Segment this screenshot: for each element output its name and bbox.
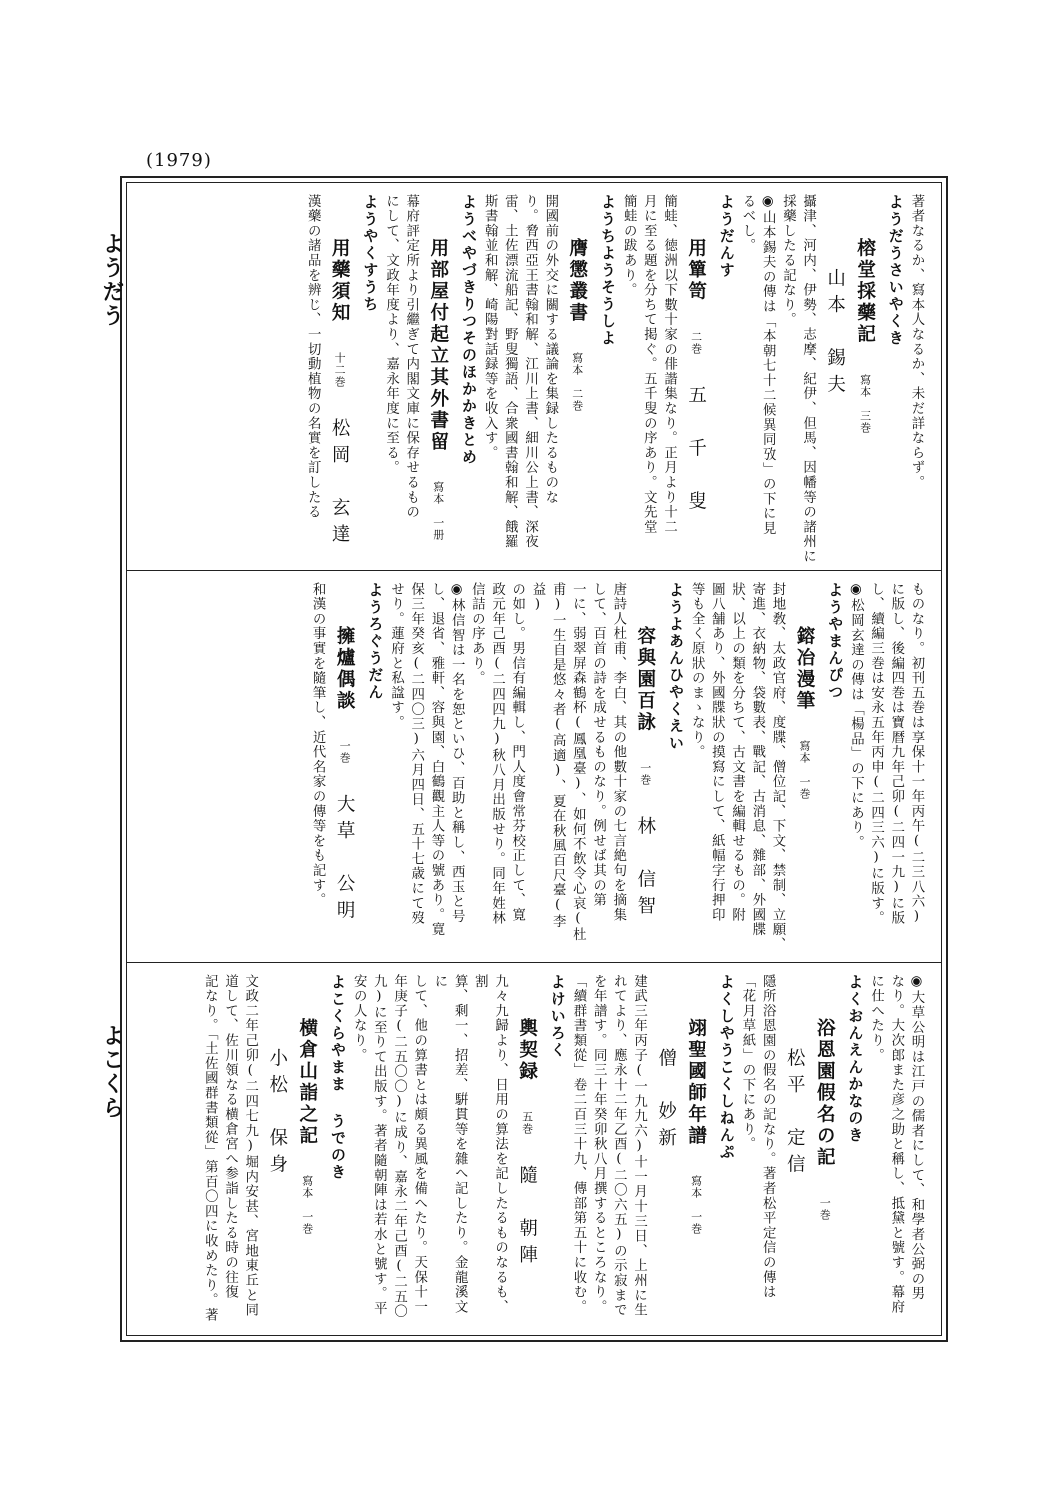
entry-title-line	[779, 974, 839, 1328]
entry-text-line: 簡蛙の跋あり。	[621, 194, 637, 298]
entry-text-line: 甫)一生自是悠々者(高適)、夏在秋風百尺臺(李益)	[529, 582, 566, 929]
entry-text-line: ◉松岡玄達の傳は「楊品」の下にあり。	[848, 582, 864, 850]
entry-text-line: 斯書翰並和解、崎陽對話録等を收入す。	[482, 194, 498, 461]
entry-text-line: 雷、土佐漂流船記、野叟獨語、合衆國書翰和解、餓羅	[502, 194, 518, 550]
entry-text-line: 年庚子(二五〇〇)に成り、嘉永二年己酉(二五〇	[391, 974, 407, 1320]
entry-reading: ようやまんぴつ	[826, 582, 845, 701]
entry	[865, 974, 926, 1328]
entry-text-line: 保三年癸亥(二四〇三)六月四日、五十七歳にて歿	[408, 582, 424, 926]
entry-author: 隨 朝陣	[516, 1164, 538, 1271]
entry-reading: ようだんす	[717, 194, 736, 279]
entry-text-line: 九々九歸より、日用の算法を記したるものなるも、割	[472, 974, 508, 1315]
entry	[302, 194, 380, 564]
entry-text-line: 著者なるか、寫本人なるか、未だ詳ならず。	[909, 194, 924, 490]
entry	[199, 974, 348, 1328]
entry-reading: よけいろく	[548, 974, 567, 1059]
entry-text-line: 建武三年丙子(一九九六)十一月十三日、上州に生	[631, 974, 647, 1318]
entry-text-line: ◉山本錫夫の傳は「本朝七十二候異同攷」の下に見	[760, 194, 776, 536]
entry-author: 五 千 叟	[685, 384, 707, 517]
entry-text-line: 信詰の序あり。	[469, 582, 485, 686]
entry-text-line: を年譜す。同三十年癸卯秋八月撰するところなり。	[591, 974, 607, 1315]
entry-text-line: 道して、佐川領なる横倉宮へ参詣したる時の往復	[222, 974, 238, 1300]
entry-volumes: 二巻	[689, 330, 703, 355]
entry-title-line	[512, 974, 542, 1328]
entry	[618, 194, 737, 564]
entry-text-line: 簡蛙、徳洲以下數十家の俳諧集なり。正月より十二	[661, 194, 677, 535]
entry-title: 用簞笥	[685, 238, 707, 303]
entry-title: 擁爐偶談	[334, 626, 356, 712]
entry	[686, 582, 845, 956]
entry-text-line: れてより、應永十二年乙酉(二〇六五)の示寂まで	[611, 974, 627, 1318]
page-number: (1979)	[146, 150, 212, 171]
entry	[380, 194, 479, 564]
entry-text-line: り。脅西亞王書翰和解、江川上書、細川公上書、深夜	[522, 194, 538, 550]
entry-text-line: 唐詩人杜甫、李白、其の他數十家の七言絶句を摘集	[610, 582, 626, 923]
entry-author: 山本 錫夫	[824, 268, 846, 401]
entry-title-line	[562, 194, 592, 564]
side-label-top: ようだう	[99, 232, 124, 328]
entry-reading: よくしやうこくしねんぷ	[717, 974, 736, 1161]
entry-text-line: 隱所浴恩園の假名の記なり。著者松平定信の傳は	[760, 974, 776, 1300]
entry-title-line	[324, 194, 354, 564]
entry-title-line	[681, 194, 711, 564]
entry-text-line: 九)に至りて出版す。著者隨朝陣は若水と號す。平	[371, 974, 387, 1316]
entry	[307, 582, 385, 956]
entry-text-line: し、續編三巻は安永五年丙申(二四三六)に版す。	[868, 582, 884, 926]
entry-title-line	[329, 582, 359, 956]
entry-title: 用藥須知	[329, 238, 351, 324]
entry-author: 林 信智	[634, 815, 656, 922]
entry-text-line: にして、文政年度より、嘉永年度に至る。	[383, 194, 399, 476]
entry-text-line: 政元年己酉(二四四九)秋八月出版せり。同年姓林	[489, 582, 505, 926]
entry-title: 鎔冶漫筆	[793, 626, 815, 712]
entry-author: 松岡 玄達	[329, 418, 351, 551]
entry-title: 横倉山詣之記	[296, 1018, 318, 1147]
entry-text-line: 幕府評定所より引繼ぎて内閣文庫に保存せるもの	[403, 194, 419, 520]
entry-text-line: 「續群書類從」卷二百三十九、傳部第五十に收む。	[570, 974, 586, 1315]
entry-volumes: 寫本 一册	[431, 481, 445, 541]
entry-title: 容與園百詠	[634, 626, 656, 734]
section-middle	[144, 572, 934, 962]
entry	[385, 582, 686, 956]
entry-text-line: 等も全く原狀のまゝなり。	[689, 582, 705, 760]
entry	[737, 974, 866, 1328]
entry-text-line: 一に、弱翠屏森鶴杯(鳳凰臺)、如何不飲令心哀(杜	[570, 582, 586, 942]
entry	[906, 194, 926, 564]
entry	[479, 194, 618, 564]
entry	[568, 974, 737, 1328]
entry-title: 膺懲叢書	[566, 238, 588, 324]
entry-title-line	[262, 974, 322, 1328]
entry-text-line: 狀、以上の類を分ちて、古文書を編輯せるもの。附	[729, 582, 745, 923]
section-bottom	[144, 964, 934, 1334]
entry-title-line	[789, 582, 819, 956]
entry-reading: よくおんえんかなのき	[846, 974, 865, 1144]
section-top	[144, 184, 934, 570]
entry-text-line: 採藥したる記なり。	[780, 194, 796, 328]
entry-title: 輿契録	[516, 1018, 538, 1083]
entry-title: 用部屋付起立其外書留	[427, 238, 449, 453]
entry-volumes: 寫本 一巻	[689, 1175, 703, 1235]
entry-title-line	[630, 582, 660, 956]
entry-text-line: 「花月草紙」の下にあり。	[739, 974, 755, 1152]
entry-text-line: 封地敎、太政官府、度牒、僧位記、下文、禁制、立願、	[769, 582, 785, 952]
entry-text-line: 圖八舗あり、外國牒狀の摸寫にして、紙幅字行押印	[709, 582, 725, 923]
entry-volumes: 一巻	[338, 740, 352, 764]
entry-text-line: 記なり。「土佐國群書類從」第百〇四に收めたり。著	[202, 974, 218, 1323]
entry-text-line: し、退省、雅軒、容與園、白鶴觀主人等の號あり。寛	[428, 582, 444, 938]
entry-volumes: 寫本 一巻	[797, 740, 811, 800]
entry-title: 浴恩園假名の記	[814, 1018, 836, 1169]
entry-reading: ようよあんひやくえい	[666, 582, 685, 752]
entry-title: 榕堂採藥記	[854, 238, 876, 346]
entry-author: 僧 妙新	[655, 1048, 677, 1154]
entry-title-line	[820, 194, 880, 564]
entry-reading: ようべやづきりつそのほかかきとめ	[459, 194, 478, 466]
entry	[348, 974, 568, 1328]
entry-text-line: 和漢の事實を隨筆し、近代名家の傳等をも記す。	[310, 582, 326, 908]
entry-reading: ようだうさいやくき	[886, 194, 905, 347]
side-label-bottom: よこくら	[99, 1024, 124, 1120]
entry	[737, 194, 906, 564]
entry-title: 翊聖國師年譜	[685, 1018, 707, 1147]
entry-reading: よこくらやまま うでのき	[328, 974, 347, 1181]
entry-text-line: して、他の算書とは頗る異風を備へたり。天保十一	[411, 974, 427, 1315]
entry-text-line: ◉大草公明は江戸の儒者にして、和學者公弼の男	[909, 974, 924, 1302]
entry-text-line: るべし。	[739, 194, 755, 254]
entry-author: 小松 保身	[266, 1048, 288, 1181]
entry-volumes: 一巻	[638, 761, 652, 786]
entry-volumes: 寫本 三巻	[858, 373, 872, 434]
entry-author: 松平 定信	[784, 1048, 806, 1181]
entry-text-line: に仕へたり。	[868, 974, 884, 1063]
entry-text-line: 攝津、河内、伊勢、志摩、紀伊、但馬、因幡等の諸州に	[800, 194, 816, 564]
entry-text-line: 漢藥の諸品を辨じ、一切動植物の名實を訂したる	[305, 194, 321, 520]
entry-volumes: 五巻	[520, 1110, 534, 1135]
entry-text-line: 寄進、衣納物、袋數表、戰記、古消息、雜部、外國牒	[749, 582, 765, 938]
entry-author: 大草 公明	[334, 794, 356, 927]
entry-text-line: の如し。男信有編輯し、門人度會常芬校正して、寛	[509, 582, 525, 923]
section-divider	[127, 570, 941, 571]
entry-volumes: 一巻	[818, 1196, 832, 1221]
entry-text-line: に版し、後編四巻は寶暦九年己卯(二四一九)に版	[888, 582, 904, 926]
entry-volumes: 寫本 一巻	[300, 1175, 314, 1235]
entry-text-line: 文政二年己卯(二四七九)堀内安甚、宮地東丘と同	[242, 974, 258, 1318]
entry-text-line: 開國前の外交に關する議論を集録したるものな	[542, 194, 558, 505]
entry-title-line	[423, 194, 453, 564]
entry-volumes: 寫本 二巻	[570, 352, 584, 412]
entry-text-line: 算、剩一、招差、騈貫等を雜へ記したり。金龍溪文に	[431, 974, 468, 1315]
entry-text-line: 安の人なり。	[351, 974, 367, 1063]
entry-text-line: して、百首の詩を成せるものなり。例せば其の第	[590, 582, 606, 908]
entry-text-line: ものなり。初刊五巻は享保十一年丙午(二三八六)	[909, 582, 924, 926]
entry-text-line: なり。大次郎また彦之助と稱し、抵黛と號す。幕府	[888, 974, 904, 1315]
section-divider	[127, 962, 941, 963]
entry-reading: ようやくすうち	[361, 194, 380, 313]
entry-volumes: 十二巻	[333, 352, 347, 388]
entry-reading: ようろぐうだん	[366, 582, 385, 701]
entry	[845, 582, 926, 956]
entry-text-line: 月に至る題を分ちて掲ぐ。五千叟の序あり。文先堂	[641, 194, 657, 535]
entry-title-line	[651, 974, 711, 1328]
entry-reading: ようちようそうしよ	[598, 194, 617, 347]
entry-text-line: せり。蓮府と私諡す。	[388, 582, 404, 730]
entry-text-line: ◉林信智は一名を恕といひ、百助と稱し、西玉と号	[449, 582, 465, 924]
